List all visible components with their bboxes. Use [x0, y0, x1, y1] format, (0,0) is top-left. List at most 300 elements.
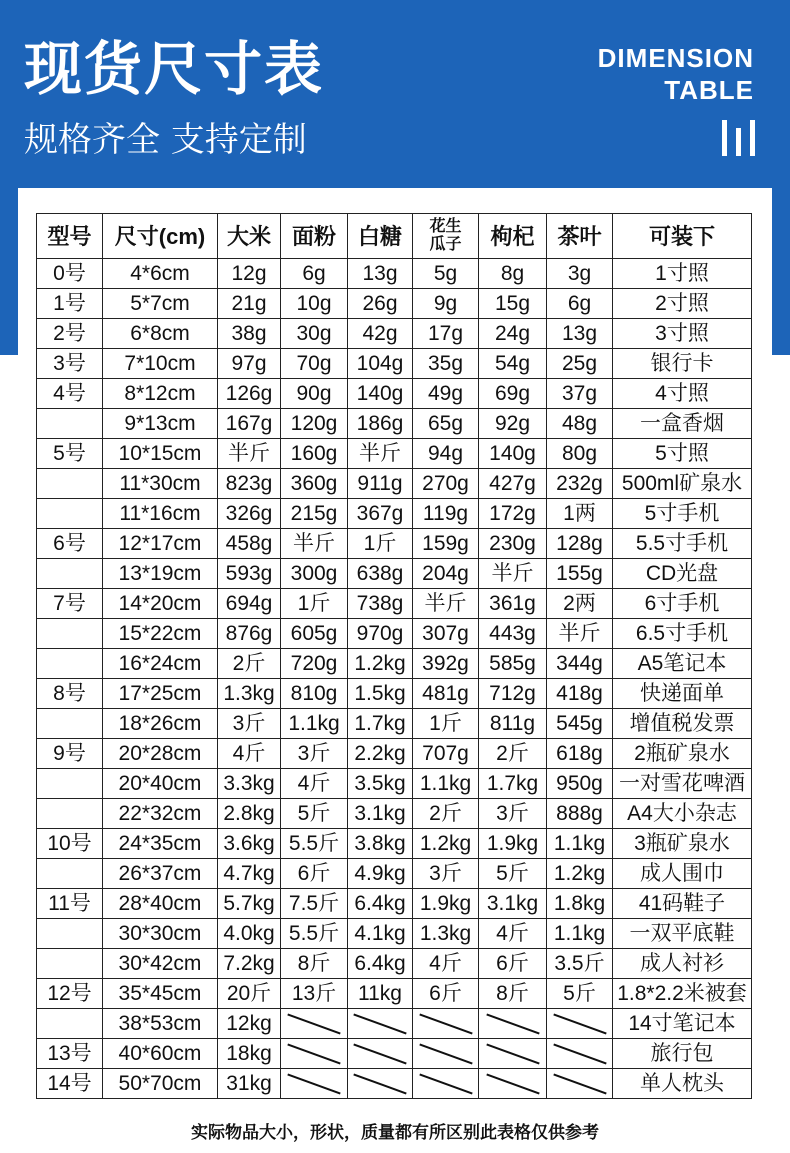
cell-sugar-na	[348, 1039, 413, 1069]
cell-seeds-na	[413, 1009, 479, 1039]
cell-rice: 694g	[218, 589, 281, 619]
cell-flour: 1斤	[281, 589, 348, 619]
cell-flour: 1.1kg	[281, 709, 348, 739]
cell-seeds-na	[413, 1039, 479, 1069]
cell-fits: 1寸照	[613, 259, 752, 289]
table-row	[37, 259, 752, 289]
cell-size: 15*22cm	[103, 619, 218, 649]
english-title-line-2: TABLE	[664, 75, 754, 105]
cell-goji: 2斤	[479, 739, 547, 769]
cell-size: 26*37cm	[103, 859, 218, 889]
cell-rice: 823g	[218, 469, 281, 499]
cell-sugar: 186g	[348, 409, 413, 439]
cell-model	[37, 559, 103, 589]
cell-rice: 2.8kg	[218, 799, 281, 829]
cell-fits: 2寸照	[613, 289, 752, 319]
cell-model: 11号	[37, 889, 103, 919]
cell-model: 6号	[37, 529, 103, 559]
cell-flour: 360g	[281, 469, 348, 499]
cell-fits: 500ml矿泉水	[613, 469, 752, 499]
not-applicable-slash	[287, 1073, 340, 1094]
cell-fits: 4寸照	[613, 379, 752, 409]
cell-model	[37, 919, 103, 949]
cell-model	[37, 1009, 103, 1039]
cell-sugar: 6.4kg	[348, 889, 413, 919]
cell-rice: 38g	[218, 319, 281, 349]
cell-sugar-na	[348, 1009, 413, 1039]
table-header-row	[37, 214, 752, 259]
header-size: 尺寸(cm)	[103, 214, 218, 259]
cell-size: 8*12cm	[103, 379, 218, 409]
table-row	[37, 439, 752, 469]
cell-tea: 128g	[547, 529, 613, 559]
cell-model	[37, 769, 103, 799]
cell-tea: 232g	[547, 469, 613, 499]
cell-seeds: 270g	[413, 469, 479, 499]
cell-rice: 31kg	[218, 1069, 281, 1099]
cell-flour: 160g	[281, 439, 348, 469]
cell-goji: 712g	[479, 679, 547, 709]
cell-tea: 344g	[547, 649, 613, 679]
cell-size: 35*45cm	[103, 979, 218, 1009]
cell-rice: 12g	[218, 259, 281, 289]
cell-tea-na	[547, 1039, 613, 1069]
cell-rice: 21g	[218, 289, 281, 319]
cell-model	[37, 859, 103, 889]
cell-sugar: 4.1kg	[348, 919, 413, 949]
cell-fits: 5.5寸手机	[613, 529, 752, 559]
header-model: 型号	[37, 214, 103, 259]
cell-seeds: 1斤	[413, 709, 479, 739]
cell-seeds: 65g	[413, 409, 479, 439]
cell-sugar: 1.2kg	[348, 649, 413, 679]
cell-size: 5*7cm	[103, 289, 218, 319]
cell-tea: 48g	[547, 409, 613, 439]
cell-goji: 15g	[479, 289, 547, 319]
cell-rice: 4斤	[218, 739, 281, 769]
table-row	[37, 889, 752, 919]
cell-model	[37, 709, 103, 739]
cell-flour: 120g	[281, 409, 348, 439]
cell-goji: 半斤	[479, 559, 547, 589]
cell-tea: 3g	[547, 259, 613, 289]
cell-sugar: 367g	[348, 499, 413, 529]
cell-goji: 1.9kg	[479, 829, 547, 859]
cell-model: 9号	[37, 739, 103, 769]
cell-fits: A4大小杂志	[613, 799, 752, 829]
cell-flour-na	[281, 1069, 348, 1099]
cell-flour: 半斤	[281, 529, 348, 559]
cell-fits: 单人枕头	[613, 1069, 752, 1099]
cell-sugar: 26g	[348, 289, 413, 319]
cell-seeds: 204g	[413, 559, 479, 589]
cell-model: 4号	[37, 379, 103, 409]
header-flour: 面粉	[281, 214, 348, 259]
cell-goji: 6斤	[479, 949, 547, 979]
cell-seeds: 6斤	[413, 979, 479, 1009]
not-applicable-slash	[419, 1043, 472, 1064]
table-body	[37, 259, 752, 1099]
cell-size: 28*40cm	[103, 889, 218, 919]
cell-size: 16*24cm	[103, 649, 218, 679]
footnote: 实际物品大小，形状，质量都有所区别此表格仅供参考	[191, 1123, 599, 1143]
cell-goji: 140g	[479, 439, 547, 469]
table-row	[37, 679, 752, 709]
cell-rice: 7.2kg	[218, 949, 281, 979]
cell-goji: 585g	[479, 649, 547, 679]
cell-tea: 888g	[547, 799, 613, 829]
cell-goji: 92g	[479, 409, 547, 439]
table-row	[37, 919, 752, 949]
cell-model	[37, 499, 103, 529]
cell-fits: 一对雪花啤酒	[613, 769, 752, 799]
cell-fits: 41码鞋子	[613, 889, 752, 919]
cell-fits: 3寸照	[613, 319, 752, 349]
cell-rice: 5.7kg	[218, 889, 281, 919]
cell-flour: 5.5斤	[281, 919, 348, 949]
cell-goji: 1.7kg	[479, 769, 547, 799]
cell-tea: 1.1kg	[547, 829, 613, 859]
cell-sugar: 1.5kg	[348, 679, 413, 709]
table-row	[37, 409, 752, 439]
cell-seeds: 119g	[413, 499, 479, 529]
english-title-line-1: DIMENSION	[597, 43, 754, 73]
table-row	[37, 1069, 752, 1099]
cell-model: 3号	[37, 349, 103, 379]
cell-rice: 876g	[218, 619, 281, 649]
not-applicable-slash	[287, 1043, 340, 1064]
table-row	[37, 619, 752, 649]
not-applicable-slash	[553, 1013, 606, 1034]
cell-flour: 70g	[281, 349, 348, 379]
table-row	[37, 469, 752, 499]
cell-model: 0号	[37, 259, 103, 289]
cell-rice: 4.0kg	[218, 919, 281, 949]
cell-fits: 快递面单	[613, 679, 752, 709]
cell-model: 8号	[37, 679, 103, 709]
table-row	[37, 529, 752, 559]
not-applicable-slash	[419, 1073, 472, 1094]
cell-model: 13号	[37, 1039, 103, 1069]
header-fits: 可装下	[613, 214, 752, 259]
cell-rice: 半斤	[218, 439, 281, 469]
cell-tea: 950g	[547, 769, 613, 799]
cell-sugar: 13g	[348, 259, 413, 289]
cell-fits: 一盒香烟	[613, 409, 752, 439]
cell-fits: 银行卡	[613, 349, 752, 379]
cell-tea: 13g	[547, 319, 613, 349]
cell-sugar: 638g	[348, 559, 413, 589]
cell-sugar: 104g	[348, 349, 413, 379]
cell-goji: 69g	[479, 379, 547, 409]
cell-tea: 半斤	[547, 619, 613, 649]
cell-sugar: 42g	[348, 319, 413, 349]
table-row	[37, 829, 752, 859]
cell-model	[37, 619, 103, 649]
table-row	[37, 979, 752, 1009]
header-tea: 茶叶	[547, 214, 613, 259]
table-row	[37, 589, 752, 619]
table-row	[37, 349, 752, 379]
cell-tea: 418g	[547, 679, 613, 709]
cell-sugar: 140g	[348, 379, 413, 409]
cell-model	[37, 469, 103, 499]
cell-seeds: 3斤	[413, 859, 479, 889]
cell-goji: 3.1kg	[479, 889, 547, 919]
cell-fits: 一双平底鞋	[613, 919, 752, 949]
cell-flour: 605g	[281, 619, 348, 649]
not-applicable-slash	[353, 1013, 406, 1034]
cell-tea-na	[547, 1009, 613, 1039]
cell-goji: 427g	[479, 469, 547, 499]
not-applicable-slash	[353, 1043, 406, 1064]
cell-size: 20*28cm	[103, 739, 218, 769]
cell-size: 24*35cm	[103, 829, 218, 859]
cell-seeds: 707g	[413, 739, 479, 769]
cell-goji: 3斤	[479, 799, 547, 829]
cell-fits: 2瓶矿泉水	[613, 739, 752, 769]
cell-sugar: 3.8kg	[348, 829, 413, 859]
cell-tea: 1.2kg	[547, 859, 613, 889]
cell-goji: 811g	[479, 709, 547, 739]
table-row	[37, 799, 752, 829]
cell-seeds: 392g	[413, 649, 479, 679]
cell-flour: 30g	[281, 319, 348, 349]
cell-model: 7号	[37, 589, 103, 619]
cell-tea: 1.1kg	[547, 919, 613, 949]
cell-rice: 18kg	[218, 1039, 281, 1069]
cell-size: 7*10cm	[103, 349, 218, 379]
cell-size: 13*19cm	[103, 559, 218, 589]
cell-rice: 12kg	[218, 1009, 281, 1039]
cell-fits: 6.5寸手机	[613, 619, 752, 649]
cell-size: 17*25cm	[103, 679, 218, 709]
header-seeds-line-1: 花生	[429, 218, 462, 235]
not-applicable-slash	[353, 1073, 406, 1094]
cell-sugar: 半斤	[348, 439, 413, 469]
cell-tea: 1.8kg	[547, 889, 613, 919]
cell-fits: 6寸手机	[613, 589, 752, 619]
cell-goji: 230g	[479, 529, 547, 559]
page-subtitle: 规格齐全 支持定制	[24, 120, 307, 160]
english-title	[598, 42, 754, 106]
cell-flour: 6斤	[281, 859, 348, 889]
cell-fits: 1.8*2.2米被套	[613, 979, 752, 1009]
cell-seeds: 1.1kg	[413, 769, 479, 799]
cell-seeds: 307g	[413, 619, 479, 649]
cell-size: 38*53cm	[103, 1009, 218, 1039]
cell-goji: 8斤	[479, 979, 547, 1009]
cell-sugar: 2.2kg	[348, 739, 413, 769]
cell-seeds: 半斤	[413, 589, 479, 619]
cell-sugar: 6.4kg	[348, 949, 413, 979]
cell-tea: 545g	[547, 709, 613, 739]
cell-goji: 361g	[479, 589, 547, 619]
cell-size: 12*17cm	[103, 529, 218, 559]
cell-model: 1号	[37, 289, 103, 319]
cell-rice: 126g	[218, 379, 281, 409]
cell-tea: 1两	[547, 499, 613, 529]
cell-tea: 618g	[547, 739, 613, 769]
cell-seeds-na	[413, 1069, 479, 1099]
table-row	[37, 559, 752, 589]
cell-tea: 155g	[547, 559, 613, 589]
table-row	[37, 649, 752, 679]
cell-flour: 4斤	[281, 769, 348, 799]
table-row	[37, 499, 752, 529]
not-applicable-slash	[419, 1013, 472, 1034]
cell-seeds: 17g	[413, 319, 479, 349]
cell-flour: 300g	[281, 559, 348, 589]
table-row	[37, 1009, 752, 1039]
not-applicable-slash	[486, 1013, 539, 1034]
cell-sugar-na	[348, 1069, 413, 1099]
cell-sugar: 1斤	[348, 529, 413, 559]
cell-goji: 4斤	[479, 919, 547, 949]
cell-sugar: 911g	[348, 469, 413, 499]
cell-model: 2号	[37, 319, 103, 349]
cell-sugar: 1.7kg	[348, 709, 413, 739]
cell-seeds: 1.2kg	[413, 829, 479, 859]
cell-fits: 成人衬衫	[613, 949, 752, 979]
cell-size: 6*8cm	[103, 319, 218, 349]
table-row	[37, 289, 752, 319]
cell-seeds: 481g	[413, 679, 479, 709]
cell-fits: 旅行包	[613, 1039, 752, 1069]
cell-goji-na	[479, 1069, 547, 1099]
cell-fits: 5寸照	[613, 439, 752, 469]
cell-rice: 593g	[218, 559, 281, 589]
cell-flour: 720g	[281, 649, 348, 679]
cell-seeds: 94g	[413, 439, 479, 469]
cell-model	[37, 949, 103, 979]
cell-seeds: 49g	[413, 379, 479, 409]
cell-sugar: 3.5kg	[348, 769, 413, 799]
cell-seeds: 9g	[413, 289, 479, 319]
cell-sugar: 738g	[348, 589, 413, 619]
cell-size: 40*60cm	[103, 1039, 218, 1069]
cell-size: 30*42cm	[103, 949, 218, 979]
cell-size: 30*30cm	[103, 919, 218, 949]
cell-fits: 5寸手机	[613, 499, 752, 529]
cell-tea-na	[547, 1069, 613, 1099]
cell-goji: 443g	[479, 619, 547, 649]
cell-seeds: 159g	[413, 529, 479, 559]
table-row	[37, 1039, 752, 1069]
cell-tea: 5斤	[547, 979, 613, 1009]
cell-seeds: 4斤	[413, 949, 479, 979]
cell-goji-na	[479, 1039, 547, 1069]
cell-tea: 25g	[547, 349, 613, 379]
cell-tea: 6g	[547, 289, 613, 319]
cell-model	[37, 409, 103, 439]
cell-rice: 326g	[218, 499, 281, 529]
cell-seeds: 1.3kg	[413, 919, 479, 949]
table-row	[37, 319, 752, 349]
cell-flour: 8斤	[281, 949, 348, 979]
cell-flour: 3斤	[281, 739, 348, 769]
cell-seeds: 5g	[413, 259, 479, 289]
table-row	[37, 769, 752, 799]
header-rice: 大米	[218, 214, 281, 259]
cell-goji-na	[479, 1009, 547, 1039]
cell-size: 50*70cm	[103, 1069, 218, 1099]
cell-model	[37, 799, 103, 829]
cell-seeds: 35g	[413, 349, 479, 379]
cell-rice: 4.7kg	[218, 859, 281, 889]
not-applicable-slash	[553, 1073, 606, 1094]
cell-fits: A5笔记本	[613, 649, 752, 679]
page-title: 现货尺寸表	[24, 35, 325, 103]
cell-flour-na	[281, 1009, 348, 1039]
cell-fits: 3瓶矿泉水	[613, 829, 752, 859]
cell-sugar: 4.9kg	[348, 859, 413, 889]
header-seeds-line-2: 瓜子	[429, 236, 462, 253]
cell-tea: 37g	[547, 379, 613, 409]
cell-goji: 54g	[479, 349, 547, 379]
cell-goji: 24g	[479, 319, 547, 349]
cell-seeds: 2斤	[413, 799, 479, 829]
cell-tea: 3.5斤	[547, 949, 613, 979]
header-sugar: 白糖	[348, 214, 413, 259]
cell-size: 11*30cm	[103, 469, 218, 499]
cell-flour: 13斤	[281, 979, 348, 1009]
header-seeds	[413, 214, 479, 259]
table-row	[37, 379, 752, 409]
cell-rice: 3斤	[218, 709, 281, 739]
not-applicable-slash	[553, 1043, 606, 1064]
cell-model: 14号	[37, 1069, 103, 1099]
cell-size: 22*32cm	[103, 799, 218, 829]
cell-fits: 14寸笔记本	[613, 1009, 752, 1039]
not-applicable-slash	[287, 1013, 340, 1034]
cell-flour: 5斤	[281, 799, 348, 829]
cell-fits: CD光盘	[613, 559, 752, 589]
cell-tea: 2两	[547, 589, 613, 619]
table-row	[37, 949, 752, 979]
cell-flour-na	[281, 1039, 348, 1069]
cell-fits: 成人围巾	[613, 859, 752, 889]
cell-goji: 5斤	[479, 859, 547, 889]
cell-flour: 5.5斤	[281, 829, 348, 859]
cell-rice: 2斤	[218, 649, 281, 679]
table-row	[37, 739, 752, 769]
cell-rice: 167g	[218, 409, 281, 439]
cell-model: 5号	[37, 439, 103, 469]
cell-model	[37, 649, 103, 679]
cell-sugar: 11kg	[348, 979, 413, 1009]
cell-flour: 810g	[281, 679, 348, 709]
table-row	[37, 709, 752, 739]
cell-size: 18*26cm	[103, 709, 218, 739]
cell-fits: 增值税发票	[613, 709, 752, 739]
cell-flour: 90g	[281, 379, 348, 409]
table-row	[37, 859, 752, 889]
cell-rice: 458g	[218, 529, 281, 559]
cell-model: 12号	[37, 979, 103, 1009]
cell-rice: 20斤	[218, 979, 281, 1009]
cell-rice: 97g	[218, 349, 281, 379]
decorative-bars-icon	[722, 120, 756, 156]
cell-size: 4*6cm	[103, 259, 218, 289]
cell-goji: 172g	[479, 499, 547, 529]
cell-flour: 215g	[281, 499, 348, 529]
cell-rice: 1.3kg	[218, 679, 281, 709]
cell-size: 11*16cm	[103, 499, 218, 529]
cell-model: 10号	[37, 829, 103, 859]
cell-rice: 3.3kg	[218, 769, 281, 799]
cell-seeds: 1.9kg	[413, 889, 479, 919]
